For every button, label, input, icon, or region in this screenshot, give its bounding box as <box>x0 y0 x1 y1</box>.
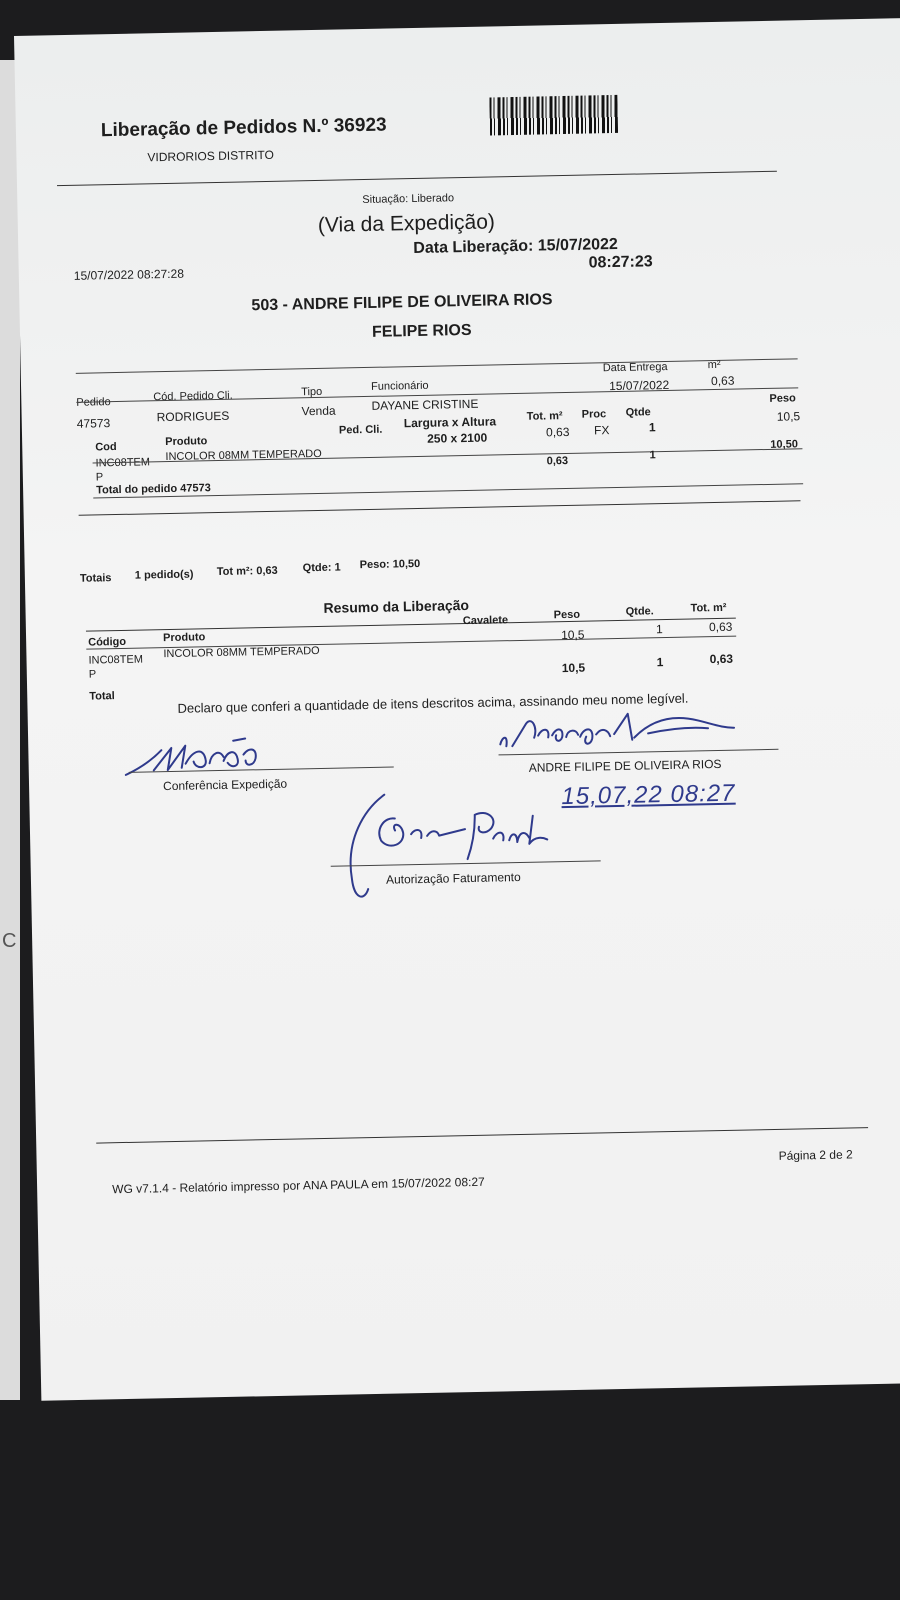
document-sheet <box>14 18 900 1401</box>
col-header-m2: m² <box>707 358 721 372</box>
order-m2: 0,63 <box>710 373 735 389</box>
label-autorizacao-faturamento: Autorização Faturamento <box>385 870 521 887</box>
declaration-text: Declaro que conferi a quantidade de itens descritos acima, assinando meu nome legível. <box>177 690 689 716</box>
summary-product: INCOLOR 08MM TEMPERADO <box>163 644 320 661</box>
label-conferencia-expedicao: Conferência Expedição <box>162 776 288 794</box>
item-qty: 1 <box>648 420 656 435</box>
underlying-sheet-edge <box>0 60 20 1400</box>
employee-name: DAYANE CRISTINE <box>371 396 479 413</box>
client-nickname: FELIPE RIOS <box>371 321 472 341</box>
order-number: 47573 <box>76 416 111 431</box>
release-date: Data Liberação: 15/07/2022 <box>413 235 619 258</box>
item-dimensions: 250 x 2100 <box>427 430 488 446</box>
summary-qty: 1 <box>655 622 663 637</box>
item-weight: 10,5 <box>776 409 801 424</box>
divider <box>76 358 798 373</box>
summary-title: Resumo da Liberação <box>323 596 470 616</box>
col-header-client-order-item: Ped. Cli. <box>338 423 383 437</box>
barcode <box>489 95 618 136</box>
summary-col-rack: Cavalete <box>462 614 509 628</box>
col-header-tot-m2: Tot. m² <box>526 410 563 423</box>
summary-col-tot-m2: Tot. m² <box>690 601 727 615</box>
order-total-weight: 10,50 <box>770 438 799 451</box>
col-header-code: Cod <box>95 441 117 454</box>
client-order-code: RODRIGUES <box>156 408 230 425</box>
item-product: INCOLOR 08MM TEMPERADO <box>165 447 322 464</box>
order-situation: Situação: Liberado <box>362 192 455 207</box>
col-header-qty: Qtde <box>625 406 651 419</box>
order-total-qty: 1 <box>649 449 656 462</box>
summary-total-weight: 10,5 <box>561 660 586 676</box>
signature-conferencia <box>123 733 304 782</box>
print-info: WG v7.1.4 - Relatório impresso por ANA PAULA em 15/07/2022 08:27 <box>112 1174 485 1197</box>
divider <box>57 171 777 186</box>
col-header-process: Proc <box>581 408 607 421</box>
col-header-order: Pedido <box>76 396 111 409</box>
item-tot-m2: 0,63 <box>545 424 570 440</box>
printed-timestamp: 15/07/2022 08:27:28 <box>73 266 185 283</box>
totals-weight: Peso: 10,50 <box>359 557 421 572</box>
client-name: 503 - ANDRE FILIPE DE OLIVEIRA RIOS <box>251 291 553 315</box>
signature-client <box>498 702 739 757</box>
summary-col-qty: Qtde. <box>625 605 654 618</box>
summary-col-product: Produto <box>162 631 206 645</box>
copy-type: (Via da Expedição) <box>317 210 496 237</box>
totals-qty: Qtde: 1 <box>302 561 341 575</box>
edge-fragment: C <box>2 930 17 952</box>
summary-code: INC08TEM <box>88 653 144 667</box>
item-code-cont: P <box>95 471 104 484</box>
page-number: Página 2 de 2 <box>778 1147 853 1163</box>
company-name: VIDRORIOS DISTRITO <box>147 147 275 165</box>
col-header-dimensions: Largura x Altura <box>403 414 497 431</box>
item-code: INC08TEM <box>95 456 151 470</box>
totals-label: Totais <box>79 572 112 585</box>
client-signature-name: ANDRE FILIPE DE OLIVEIRA RIOS <box>528 756 722 775</box>
totals-m2: Tot m²: 0,63 <box>216 564 278 579</box>
release-time: 08:27:23 <box>588 253 653 272</box>
footer-divider <box>96 1127 868 1143</box>
handwritten-date: 15,07,22 08:27 <box>561 779 736 811</box>
summary-tot-m2: 0,63 <box>708 619 733 635</box>
order-total-m2: 0,63 <box>546 454 569 468</box>
item-process: FX <box>593 423 610 438</box>
divider <box>79 500 801 515</box>
order-type: Venda <box>301 403 336 419</box>
col-header-delivery-date: Data Entrega <box>602 360 668 375</box>
summary-weight: 10,5 <box>560 627 585 643</box>
col-header-client-order: Cód. Pedido Cli. <box>153 389 233 404</box>
col-header-weight: Peso <box>769 392 796 405</box>
col-header-employee: Funcionário <box>370 379 429 393</box>
summary-total-qty: 1 <box>656 655 664 670</box>
col-header-type: Tipo <box>301 385 323 399</box>
signature-autorizacao <box>314 785 576 910</box>
summary-code-cont: P <box>88 668 97 681</box>
document-title: Liberação de Pedidos N.º 36923 <box>100 114 387 142</box>
order-total-label: Total do pedido 47573 <box>96 482 211 497</box>
delivery-date: 15/07/2022 <box>609 377 670 394</box>
summary-col-weight: Peso <box>553 608 581 622</box>
summary-col-code: Código <box>88 635 127 649</box>
summary-total-label: Total <box>89 690 115 703</box>
totals-orders: 1 pedido(s) <box>134 568 194 582</box>
summary-total-m2: 0,63 <box>709 651 734 667</box>
col-header-product: Produto <box>165 435 208 449</box>
